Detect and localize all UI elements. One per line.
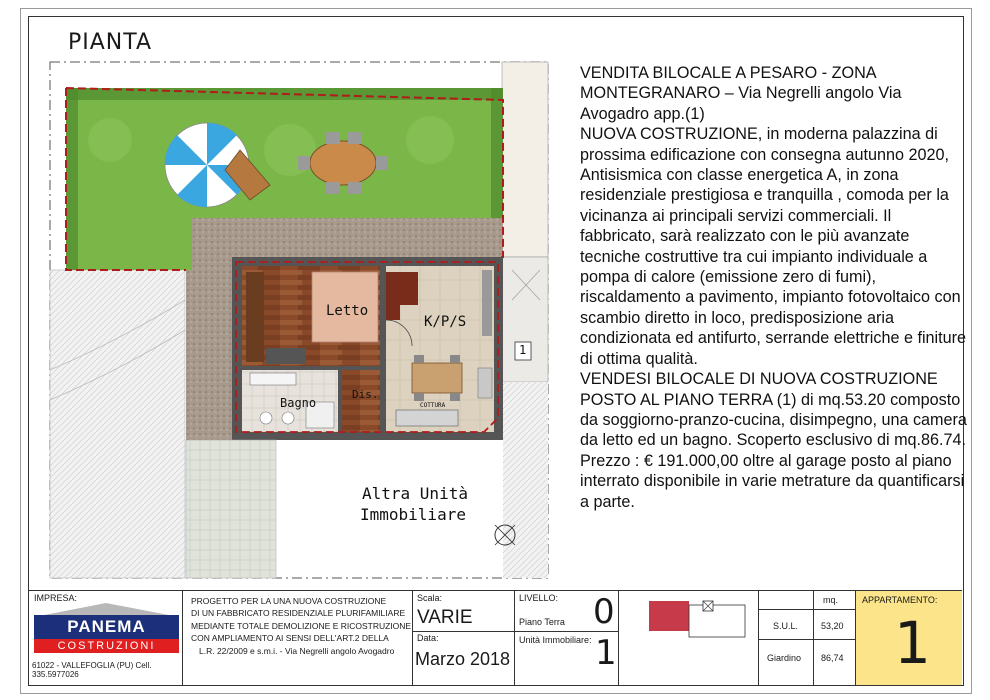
sul-label: S.U.L. bbox=[773, 621, 799, 631]
logo-name: PANEMA bbox=[34, 615, 179, 639]
impresa-label: IMPRESA: bbox=[34, 593, 78, 603]
impresa-cell bbox=[28, 591, 183, 685]
sul-value: 53,20 bbox=[821, 621, 844, 631]
scala-value: VARIE bbox=[417, 607, 473, 628]
project-line: L.R. 22/2009 e s.m.i. - Via Negrelli angolo Avogadro bbox=[199, 645, 395, 656]
data-value: Marzo 2018 bbox=[415, 649, 511, 669]
key-plan-cell bbox=[619, 591, 759, 685]
floor-plan bbox=[0, 0, 560, 590]
logo-subtitle: COSTRUZIONI bbox=[34, 639, 179, 653]
area-cell bbox=[759, 591, 856, 685]
livello-label: LIVELLO: bbox=[519, 593, 559, 603]
room-label-kps: K/P/S bbox=[424, 314, 467, 330]
giardino-value: 86,74 bbox=[821, 653, 844, 663]
appartamento-label: APPARTAMENTO: bbox=[862, 595, 938, 605]
apartment-box bbox=[856, 591, 962, 685]
giardino-label: Giardino bbox=[767, 653, 802, 663]
neighbor-label-line1: Altra Unità bbox=[362, 484, 468, 503]
room-label-bagno: Bagno bbox=[280, 396, 317, 410]
room-label-cottura: COTTURA bbox=[420, 402, 446, 409]
level-unit-cell bbox=[515, 591, 619, 685]
project-line: CON AMPLIAMENTO AI SENSI DELL'ART.2 DELLA bbox=[191, 633, 389, 644]
project-line: DI UN FABBRICATO RESIDENZIALE PLURIFAMILIARE bbox=[191, 608, 406, 619]
project-line: MEDIANTE TOTALE DEMOLIZIONE E RICOSTRUZIONE bbox=[191, 620, 412, 631]
project-line: PROGETTO PER LA UNA NUOVA COSTRUZIONE bbox=[191, 596, 387, 606]
unita-value: 1 bbox=[595, 633, 617, 673]
data-label: Data: bbox=[417, 633, 439, 643]
page-title: PIANTA bbox=[68, 30, 153, 55]
listing-description: VENDITA BILOCALE A PESARO - ZONA MONTEGRANARO – Via Negrelli angolo Via Avogadro app.(1) NUOVA COSTRUZIONE, in moderna palazzina di prossima edificazione con consegna autunno 2020, Antisismica con classe energetica A, in zona residenziale prestigiosa e tranquilla , comoda per la vicinanza ai principali servizi commerciali. Il fabbricato, sarà realizzato con le più avanzate tecniche costruttive tra cui impianto individuale a pompa di calore (emissione zero di fumi), riscaldamento a pavimento, impianto fotovoltaico con scambio diretto in loco, predisposizione aria condizionata ed antifurto, serrande elettriche e finiture di ottima qualità. VENDESI BILOCALE DI NUOVA COSTRUZIONE POSTO AL PIANO TERRA (1) di mq.53.20 composto da soggiorno-pranzo-cucina, disimpegno, una camera da letto ed un bagno. Scoperto esclusivo di mq.86.74. Prezzo : € 191.000,00 oltre al garage posto al piano interrato disponibile in varie metrature da quantificarsi a parte. bbox=[580, 64, 967, 511]
scale-date-cell bbox=[413, 591, 515, 685]
livello-value: 0 bbox=[593, 592, 615, 632]
room-label-letto: Letto bbox=[326, 303, 369, 319]
neighbor-label-line2: Immobiliare bbox=[360, 505, 466, 524]
livello-name: Piano Terra bbox=[519, 617, 565, 627]
scala-label: Scala: bbox=[417, 593, 443, 603]
mq-header: mq. bbox=[823, 595, 839, 605]
unit-marker: 1 bbox=[519, 343, 527, 357]
appartamento-value: 1 bbox=[894, 609, 931, 677]
key-plan bbox=[619, 591, 759, 685]
company-logo bbox=[34, 615, 179, 652]
room-label-dis: Dis. bbox=[352, 388, 379, 401]
unita-label: Unità Immobiliare: bbox=[519, 635, 592, 645]
impresa-address: 61022 - VALLEFOGLIA (PU) Cell. 335.5977026 bbox=[32, 661, 152, 679]
project-cell bbox=[183, 591, 413, 685]
title-block bbox=[28, 590, 962, 685]
